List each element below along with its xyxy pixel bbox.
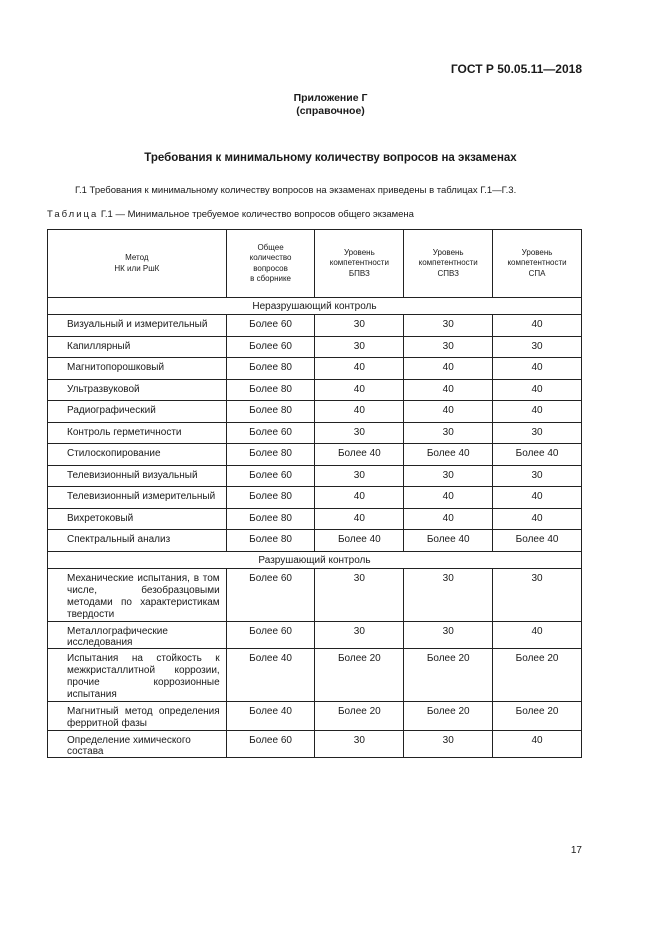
level-spvz-cell: 30 — [404, 336, 493, 358]
total-questions-cell: Более 80 — [226, 487, 315, 509]
total-questions-cell: Более 60 — [226, 315, 315, 337]
total-questions-cell: Более 40 — [226, 648, 315, 701]
section-row — [48, 551, 582, 568]
total-questions-cell: Более 60 — [226, 465, 315, 487]
total-questions-cell: Более 80 — [226, 401, 315, 423]
level-spvz-cell: 40 — [404, 379, 493, 401]
method-name: Телевизионный визуальный — [48, 465, 227, 487]
table-row — [48, 336, 582, 358]
page-number: 17 — [570, 845, 582, 856]
total-questions-cell: Более 40 — [226, 701, 315, 730]
level-spvz-cell: 40 — [404, 487, 493, 509]
level-bpvz-cell: 40 — [315, 379, 404, 401]
level-spvz-cell: 30 — [404, 621, 493, 648]
table-caption-text: Г.1 — Минимальное требуемое количество вопросов общего экзамена — [100, 209, 414, 220]
method-name: Стилоскопирование — [48, 444, 227, 466]
total-questions-cell: Более 60 — [226, 568, 315, 621]
total-questions-cell: Более 60 — [226, 621, 315, 648]
level-spa-cell: 30 — [493, 336, 582, 358]
total-questions-cell: Более 60 — [226, 336, 315, 358]
header-level-bpvz: Уровень компетентности БПВЗ — [315, 230, 404, 298]
header-method: Метод НК или РшК — [48, 230, 227, 298]
table-row — [48, 648, 582, 701]
level-spvz-cell: Более 40 — [404, 530, 493, 552]
total-questions-cell: Более 80 — [226, 508, 315, 530]
level-spa-cell: Более 20 — [493, 701, 582, 730]
level-bpvz-cell: Более 40 — [315, 530, 404, 552]
table-row — [48, 730, 582, 757]
section-heading: Требования к минимальному количеству вопросов на экзаменах — [144, 152, 517, 164]
table-row — [48, 465, 582, 487]
level-spa-cell: 40 — [493, 358, 582, 380]
method-name: Радиографический — [48, 401, 227, 423]
total-questions-cell: Более 80 — [226, 444, 315, 466]
questions-table — [47, 229, 582, 758]
level-spvz-cell: 30 — [404, 422, 493, 444]
level-spa-cell: 40 — [493, 379, 582, 401]
level-bpvz-cell: Более 20 — [315, 648, 404, 701]
level-spa-cell: 30 — [493, 568, 582, 621]
level-bpvz-cell: 40 — [315, 358, 404, 380]
method-name: Визуальный и измерительный — [48, 315, 227, 337]
table-row — [48, 401, 582, 423]
method-name: Капиллярный — [48, 336, 227, 358]
table-row — [48, 379, 582, 401]
document-code: ГОСТ Р 50.05.11—2018 — [450, 62, 582, 76]
level-bpvz-cell: 30 — [315, 422, 404, 444]
level-spa-cell: 40 — [493, 621, 582, 648]
method-name: Магнитопорошковый — [48, 358, 227, 380]
appendix-title: Приложение Г — [293, 92, 368, 104]
level-spa-cell: Более 40 — [493, 530, 582, 552]
total-questions-cell: Более 80 — [226, 530, 315, 552]
appendix-heading — [0, 92, 661, 118]
table-row — [48, 358, 582, 380]
method-name: Металлографические исследования — [48, 621, 227, 648]
method-name: Испытания на стойкость к межкристаллитной коррозии, прочие коррозионные испытания — [48, 648, 227, 701]
level-bpvz-cell: 40 — [315, 508, 404, 530]
table-row — [48, 530, 582, 552]
intro-paragraph: Г.1 Требования к минимальному количеству вопросов на экзаменах приведены в таблицах Г.1—Г.3. — [75, 185, 517, 196]
table-row — [48, 621, 582, 648]
level-spvz-cell: 30 — [404, 730, 493, 757]
table-header-row — [48, 230, 582, 298]
level-bpvz-cell: 30 — [315, 465, 404, 487]
method-name: Ультразвуковой — [48, 379, 227, 401]
table-row — [48, 422, 582, 444]
level-spa-cell: 40 — [493, 315, 582, 337]
level-spa-cell: Более 20 — [493, 648, 582, 701]
level-spvz-cell: 40 — [404, 401, 493, 423]
level-bpvz-cell: 30 — [315, 621, 404, 648]
total-questions-cell: Более 60 — [226, 422, 315, 444]
level-spa-cell: 40 — [493, 730, 582, 757]
level-spvz-cell: Более 20 — [404, 701, 493, 730]
method-name: Определение химического состава — [48, 730, 227, 757]
level-spvz-cell: 30 — [404, 568, 493, 621]
level-bpvz-cell: Более 40 — [315, 444, 404, 466]
total-questions-cell: Более 60 — [226, 730, 315, 757]
section-title: Разрушающий контроль — [48, 551, 582, 568]
table-row — [48, 315, 582, 337]
section-row — [48, 298, 582, 315]
method-name: Телевизионный измерительный — [48, 487, 227, 509]
appendix-subtitle: (справочное) — [296, 105, 365, 117]
total-questions-cell: Более 80 — [226, 379, 315, 401]
method-name: Вихретоковый — [48, 508, 227, 530]
header-total-questions: Общее количество вопросов в сборнике — [226, 230, 315, 298]
level-bpvz-cell: 40 — [315, 487, 404, 509]
level-spa-cell: 40 — [493, 487, 582, 509]
level-spvz-cell: Более 40 — [404, 444, 493, 466]
level-spa-cell: 40 — [493, 401, 582, 423]
level-bpvz-cell: Более 20 — [315, 701, 404, 730]
level-bpvz-cell: 30 — [315, 315, 404, 337]
level-bpvz-cell: 40 — [315, 401, 404, 423]
table-row — [48, 444, 582, 466]
method-name: Контроль герметичности — [48, 422, 227, 444]
level-spa-cell: Более 40 — [493, 444, 582, 466]
level-spvz-cell: 40 — [404, 358, 493, 380]
table-row — [48, 508, 582, 530]
level-spvz-cell: 30 — [404, 315, 493, 337]
method-name: Магнитный метод определения ферритной фазы — [48, 701, 227, 730]
table-caption — [47, 209, 414, 220]
level-spa-cell: 30 — [493, 465, 582, 487]
level-spvz-cell: Более 20 — [404, 648, 493, 701]
table-row — [48, 487, 582, 509]
header-level-spvz: Уровень компетентности СПВЗ — [404, 230, 493, 298]
method-name: Механические испытания, в том числе, безобразцовыми методами по характеристикам твердости — [48, 568, 227, 621]
method-name: Спектральный анализ — [48, 530, 227, 552]
level-spvz-cell: 40 — [404, 508, 493, 530]
table-row — [48, 568, 582, 621]
level-bpvz-cell: 30 — [315, 730, 404, 757]
table-caption-prefix: Таблица — [47, 209, 99, 220]
level-bpvz-cell: 30 — [315, 568, 404, 621]
level-spa-cell: 30 — [493, 422, 582, 444]
total-questions-cell: Более 80 — [226, 358, 315, 380]
section-title: Неразрушающий контроль — [48, 298, 582, 315]
header-level-spa: Уровень компетентности СПА — [493, 230, 582, 298]
level-spvz-cell: 30 — [404, 465, 493, 487]
level-spa-cell: 40 — [493, 508, 582, 530]
level-bpvz-cell: 30 — [315, 336, 404, 358]
table-body — [48, 298, 582, 758]
table-row — [48, 701, 582, 730]
